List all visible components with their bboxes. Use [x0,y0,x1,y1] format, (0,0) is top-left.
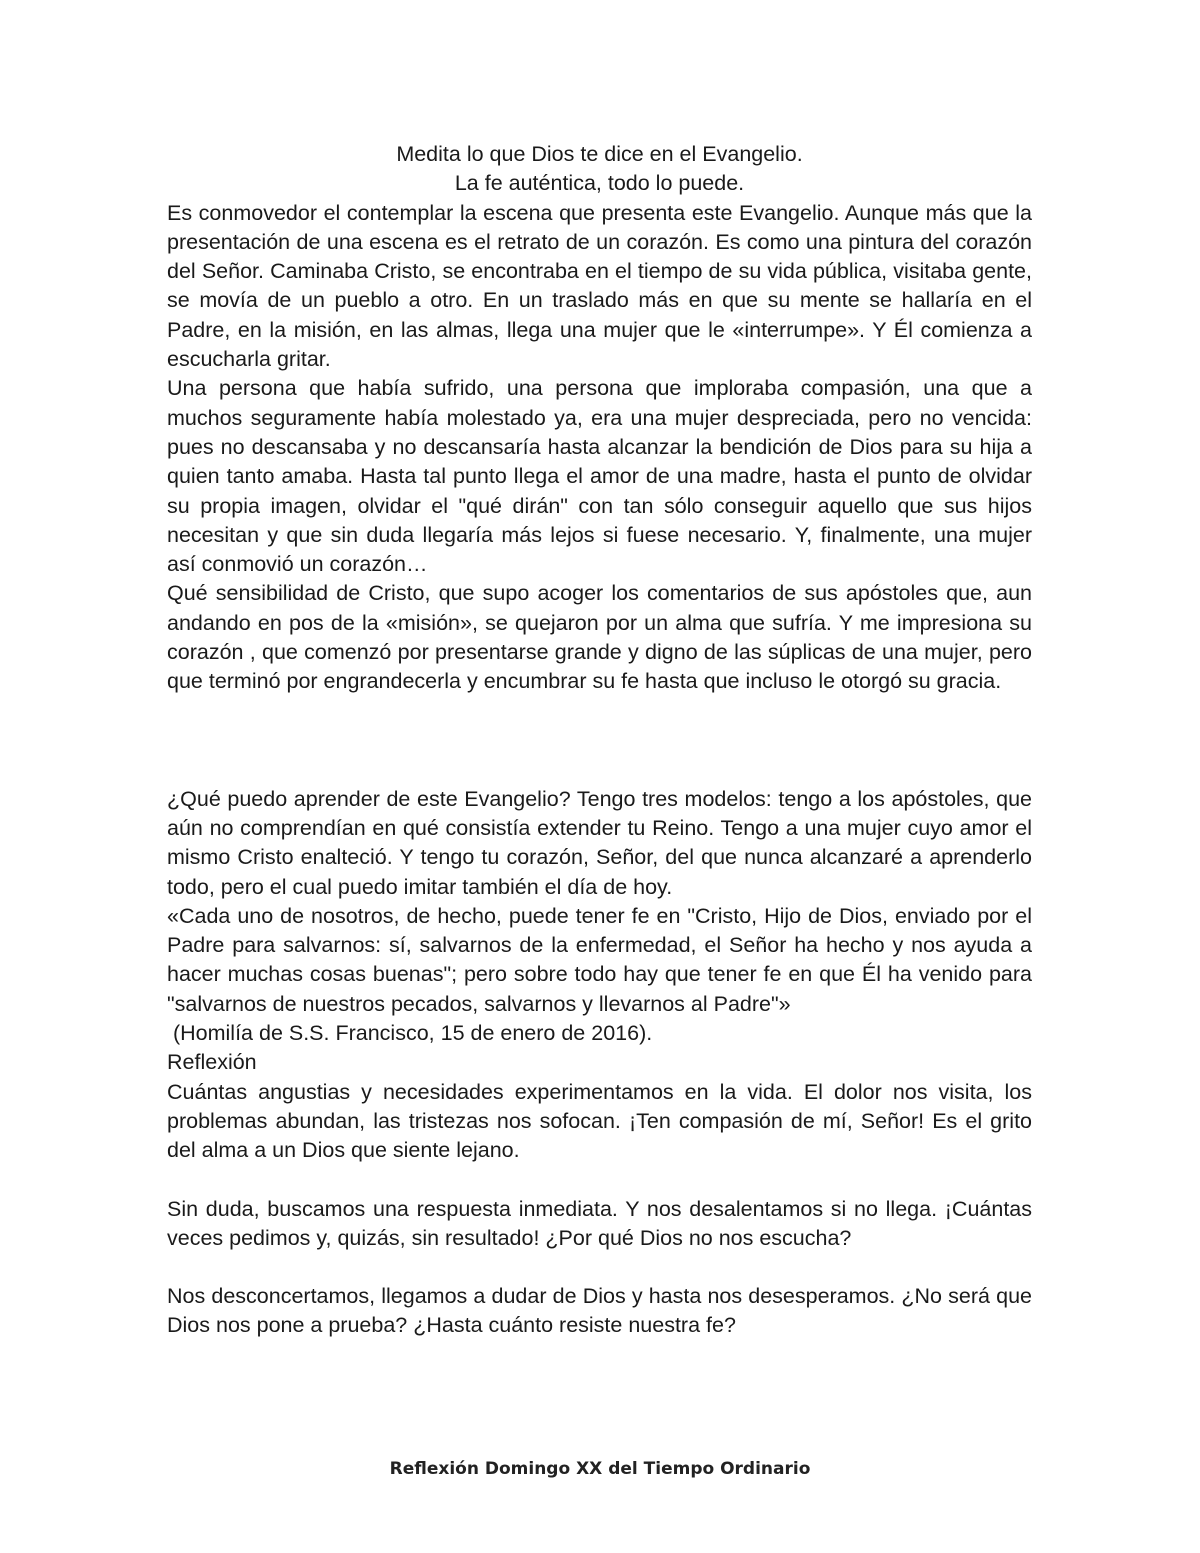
paragraph-1: Es conmovedor el contemplar la escena que presenta este Evangelio. Aunque más que la presentación de una escena es el retrato de un corazón. Es como una pintura del corazón del Señor. Caminaba Cristo, se encontraba en el tiempo de su vida pública, visitaba gente, se movía de un pueblo a otro. En un traslado más en que su mente se hallaría en el Padre, en la misión, en las almas, llega una mujer que le «interrumpe». Y Él comienza a escucharla gritar. [167,200,1032,372]
blank-line [167,1166,1032,1195]
paragraph-2: Una persona que había sufrido, una persona que imploraba compasión, una que a muchos seguramente había molestado ya, era una mujer despreciada, pero no vencida: pues no descansaba y no descansaría hasta alcanzar la bendición de Dios para su hija a quien tanto amaba. Hasta tal punto llega el amor de una madre, hasta el punto de olvidar su propia imagen, olvidar el "qué dirán" con tan sólo conseguir aquello que sus hijos necesitan y que sin duda llegaría más lejos si fuese necesario. Y, finalmente, una mujer así conmovió un corazón… [167,376,1032,577]
page-footer: Reflexión Domingo XX del Tiempo Ordinario [389,1459,811,1479]
reflection-paragraph-3: Nos desconcertamos, llegamos a dudar de Dios y hasta nos desesperamos. ¿No será que Dios nos pone a prueba? ¿Hasta cuánto resiste nuestra fe? [167,1284,1032,1338]
blank-line [167,1253,1032,1282]
reflection-paragraph-2: Sin duda, buscamos una respuesta inmediata. Y nos desalentamos si no llega. ¡Cuántas veces pedimos y, quizás, sin resultado! ¿Por qué Dios no nos escucha? [167,1196,1032,1250]
heading-line-2: La fe auténtica, todo lo puede. [454,171,745,196]
reflection-title: Reflexión [167,1050,257,1075]
citation: (Homilía de S.S. Francisco, 15 de enero de 2016). [167,1021,653,1046]
reflection-paragraph-1: Cuántas angustias y necesidades experimentamos en la vida. El dolor nos visita, los problemas abundan, las tristezas nos sofocan. ¡Ten compasión de mí, Señor! Es el grito del alma a un Dios que siente lejano. [167,1079,1032,1163]
quote-paragraph: «Cada uno de nosotros, de hecho, puede tener fe en "Cristo, Hijo de Dios, enviado por el Padre para salvarnos: sí, salvarnos de la enfermedad, el Señor ha hecho y nos ayuda a hacer muchas cosas buenas"; pero sobre todo hay que tener fe en que Él ha venido para "salvarnos de nuestros pecados, salvarnos y llevarnos al Padre"» [167,903,1032,1016]
paragraph-4: ¿Qué puedo aprender de este Evangelio? Tengo tres modelos: tengo a los apóstoles, que aún no comprendían en qué consistía extender tu Reino. Tengo a una mujer cuyo amor el mismo Cristo enalteció. Y tengo tu corazón, Señor, del que nunca alcanzaré a aprenderlo todo, pero el cual puedo imitar también el día de hoy. [167,786,1032,899]
document-body [167,140,1032,1341]
blank-space [167,697,1032,785]
paragraph-3: Qué sensibilidad de Cristo, que supo acoger los comentarios de sus apóstoles que, aun andando en pos de la «misión», se quejaron por un alma que sufría. Y me impresiona su corazón , que comenzó por presentarse grande y digno de las súplicas de una mujer, pero que terminó por engrandecerla y encumbrar su fe hasta que incluso le otorgó su gracia. [167,581,1032,694]
heading-line-1: Medita lo que Dios te dice en el Evangelio. [396,142,803,166]
